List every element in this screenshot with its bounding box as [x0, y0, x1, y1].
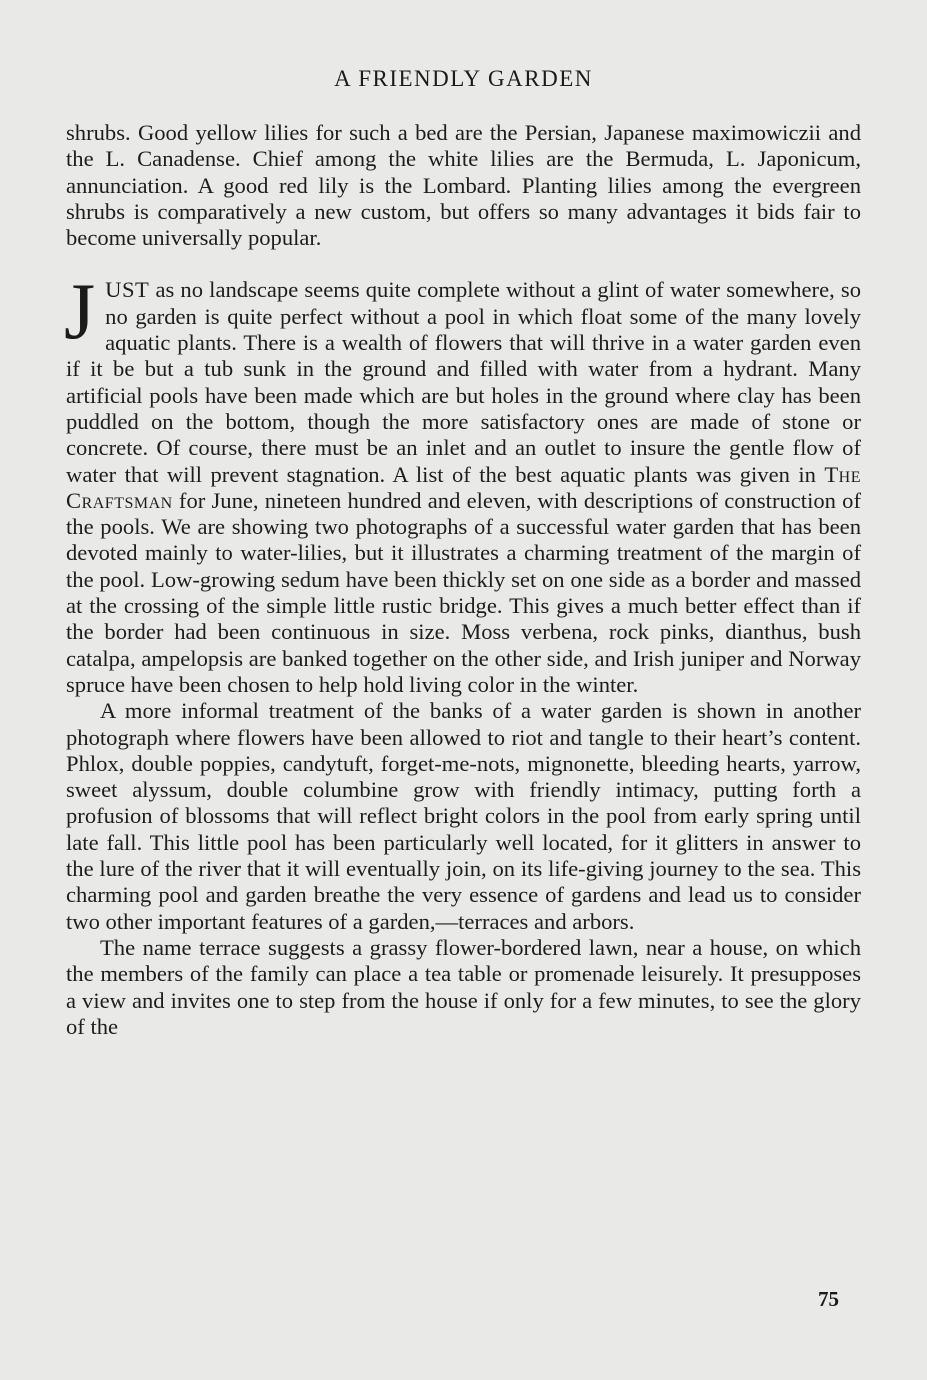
- drop-cap: J: [64, 268, 96, 357]
- paragraph-water-garden: [64, 268, 861, 698]
- text-column: [66, 120, 861, 1040]
- paragraph-lilies: shrubs. Good yellow lilies for such a bed are the Persian, Japanese maximowiczii and the L. Canadense. Chief among the white lilies are the Bermuda, L. Japonicum, annunciation. A good red lily is the Lombard. Planting lilies among the evergreen shrubs is comparatively a new custom, but offers so many advantages it bids fair to become universally popular.: [66, 120, 861, 251]
- paragraph-informal-banks: A more informal treatment of the banks of a water garden is shown in another photograph where flowers have been allowed to riot and tangle to their heart’s content. Phlox, double poppies, candytuft, forget-me-nots, mignonette, bleeding hearts, yarrow, sweet alyssum, double columbine grow with friendly intimacy, putting forth a profusion of blossoms that will reflect bright colors in the pool from early spring until late fall. This little pool has been particularly well located, for it glitters in answer to the lure of the river that it will eventually join, on its life-giving journey to the sea. This charming pool and garden breathe the very essence of gardens and lead us to consider two other important features of a garden,—terraces and arbors.: [66, 698, 861, 934]
- lead-in-word: UST: [105, 277, 150, 303]
- running-head: A FRIENDLY GARDEN: [334, 66, 593, 91]
- paragraph-text: for June, nineteen hundred and eleven, with descriptions of construction of the pools. We are showing two photographs of a successful water garden that has been devoted mainly to water-lilies, but it illustrates a charming treatment of the margin of the pool. Low-growing sedum have been thickly set on one side as a border and massed at the crossing of the simple little rustic bridge. This gives a much better effect than if the border had been continuous in size. Moss verbena, rock pinks, dianthus, bush catalpa, ampelopsis are banked together on the other side, and Irish juniper and Norway spruce have been chosen to help hold living color in the winter.: [66, 487, 861, 697]
- paragraph-text: as no landscape seems quite complete without a glint of water somewhere, so no garden is quite perfect without a pool in which float some of the many lovely aquatic plants. There is a wealth of flowers that will thrive in a water garden even if it be but a tub sunk in the ground and filled with water from a hydrant. Many artificial pools have been made which are but holes in the ground where clay has been puddled on the bottom, though the more satisfactory ones are made of stone or concrete. Of course, there must be an inlet and an outlet to insure the gentle flow of water that will prevent stagnation. A list of the best aquatic plants was given in: [66, 277, 861, 487]
- magazine-title: The Craftsman: [66, 461, 861, 513]
- page-number: 75: [818, 1287, 839, 1311]
- paragraph-terrace: The name terrace suggests a grassy flower-bordered lawn, near a house, on which the members of the family can place a tea table or promenade leisurely. It presupposes a view and invites one to step from the house if only for a few minutes, to see the glory of the: [66, 934, 861, 1039]
